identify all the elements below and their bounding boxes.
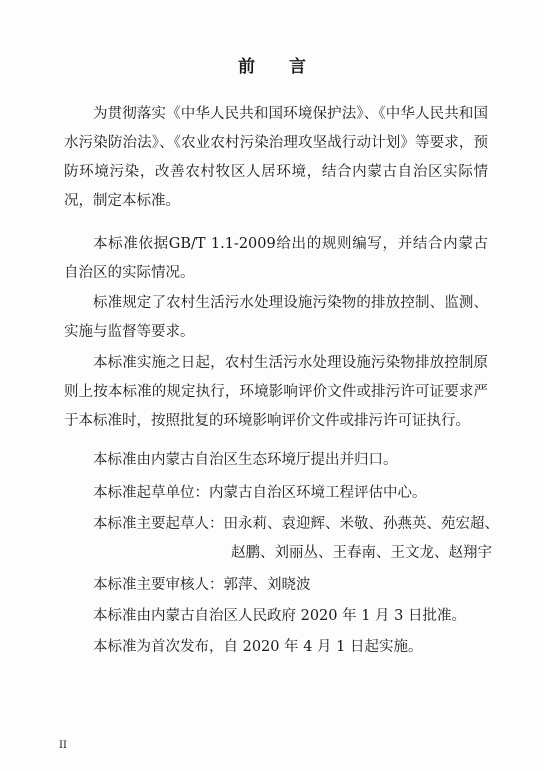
paragraph-implementation: 本标准实施之日起，农村生活污水处理设施污染物排放控制原则上按本标准的规定执行，环境影响评价文件或排污许可证要求严于本标准时，按照批复的环境影响评价文件或排污许可证执行。 bbox=[64, 355, 488, 429]
paragraph-effective-date: 本标准为首次发布，自 2020 年 4 月 1 日起实施。 bbox=[93, 639, 423, 655]
page-number: II bbox=[59, 740, 67, 751]
drafters-block bbox=[93, 510, 499, 561]
paragraph-approval: 本标准由内蒙古自治区人民政府 2020 年 1 月 3 日批准。 bbox=[93, 608, 467, 624]
drafters-label: 本标准主要起草人： bbox=[93, 516, 224, 532]
paragraph-drafting-rules: 本标准依据GB/T 1.1-2009给出的规则编写，并结合内蒙古自治区的实际情况。 bbox=[64, 236, 488, 281]
paragraph-scope: 标准规定了农村生活污水处理设施污染物的排放控制、监测、实施与监督等要求。 bbox=[64, 295, 488, 340]
paragraph-purpose: 为贯彻落实《中华人民共和国环境保护法》、《中华人民共和国水污染防治法》、《农业农村污染治理攻坚战行动计划》等要求，预防环境污染，改善农村牧区人居环境，结合内蒙古自治区实际情况，制定本标准。 bbox=[64, 106, 488, 209]
paragraph-proposer: 本标准由内蒙古自治区生态环境厅提出并归口。 bbox=[93, 452, 398, 468]
page-title: 前 言 bbox=[238, 57, 320, 77]
paragraph-drafting-unit: 本标准起草单位：内蒙古自治区环境工程评估中心。 bbox=[93, 485, 427, 501]
drafters-names-line1: 田永莉、袁迎辉、米敬、孙燕英、苑宏超、 bbox=[223, 516, 499, 532]
paragraph-reviewers: 本标准主要审核人：郭萍、刘晓波 bbox=[93, 577, 311, 593]
drafters-names-line2: 赵鹏、刘丽丛、王春南、王文龙、赵翔宇 bbox=[231, 545, 492, 561]
